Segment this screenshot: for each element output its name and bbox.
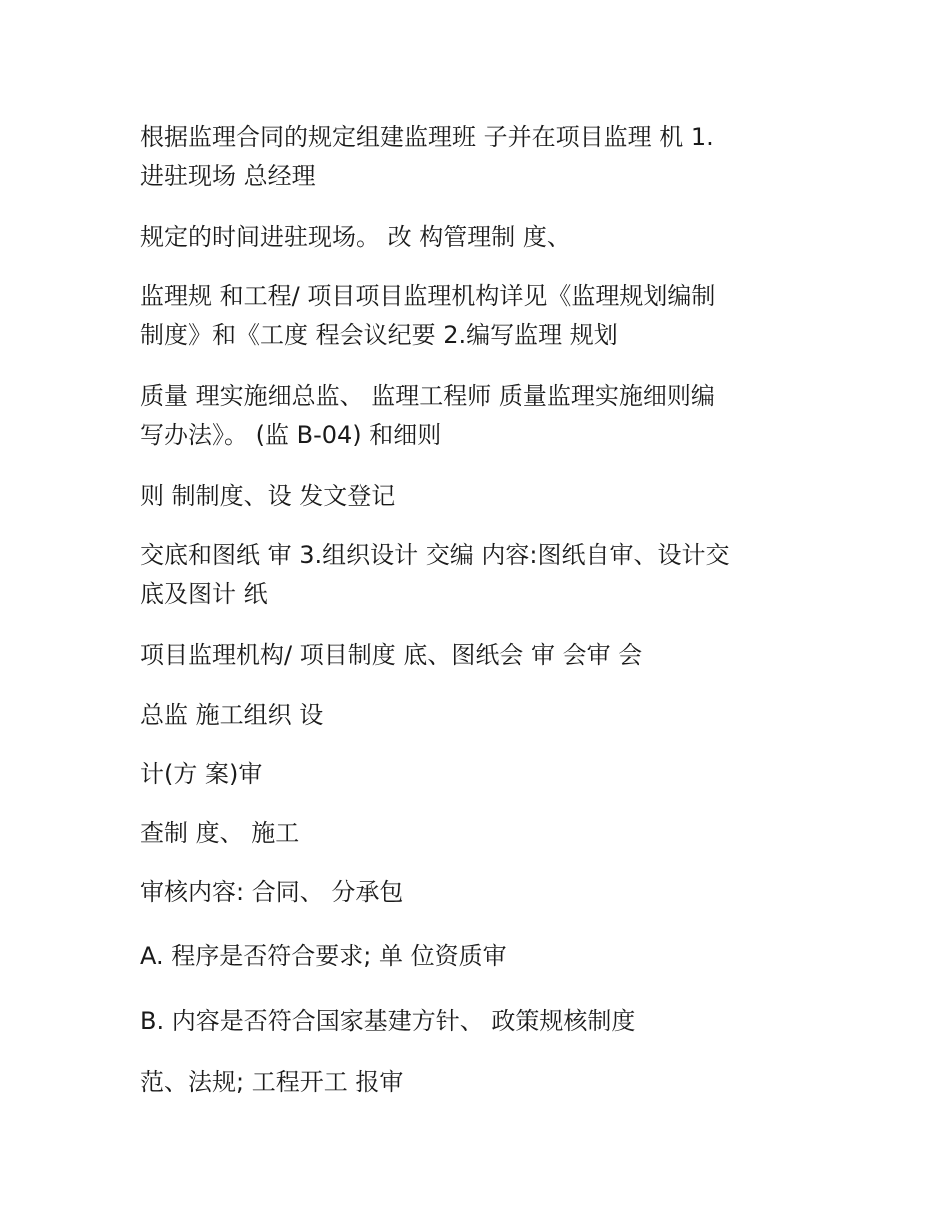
paragraph-6 <box>140 536 820 614</box>
paragraph-3 <box>140 277 820 355</box>
paragraph-3-line-2: 制度》和《工度 程会议纪要 2.编写监理 规划 <box>140 321 618 349</box>
paragraph-6-line-1: 交底和图纸 审 3.组织设计 交编 内容:图纸自审、设计交 <box>140 541 730 569</box>
paragraph-10 <box>140 814 820 853</box>
paragraph-13-line-1: B. 内容是否符合国家基建方针、 政策规核制度 <box>140 1007 636 1035</box>
paragraph-11 <box>140 873 820 912</box>
paragraph-5-line-1: 则 制制度、设 发文登记 <box>140 482 396 510</box>
paragraph-9 <box>140 755 820 794</box>
paragraph-2-line-1: 规定的时间进驻现场。 改 构管理制 度、 <box>140 223 571 251</box>
paragraph-4 <box>140 377 820 455</box>
paragraph-2 <box>140 218 820 257</box>
paragraph-1-line-2: 进驻现场 总经理 <box>140 162 316 190</box>
paragraph-8 <box>140 696 820 735</box>
paragraph-12 <box>140 937 820 976</box>
paragraph-11-line-1: 审核内容: 合同、 分承包 <box>140 878 404 906</box>
paragraph-12-line-1: A. 程序是否符合要求; 单 位资质审 <box>140 942 507 970</box>
paragraph-6-line-2: 底及图计 纸 <box>140 580 268 608</box>
paragraph-14-line-1: 范、法规; 工程开工 报审 <box>140 1068 404 1096</box>
paragraph-10-line-1: 查制 度、 施工 <box>140 819 300 847</box>
paragraph-8-line-1: 总监 施工组织 设 <box>140 701 324 729</box>
paragraph-5 <box>140 477 820 516</box>
paragraph-9-line-1: 计(方 案)审 <box>140 760 263 788</box>
paragraph-13 <box>140 1002 820 1041</box>
paragraph-3-line-1: 监理规 和工程/ 项目项目监理机构详见《监理规划编制 <box>140 282 716 310</box>
paragraph-7-line-1: 项目监理机构/ 项目制度 底、图纸会 审 会审 会 <box>140 641 643 669</box>
paragraph-1 <box>140 118 820 196</box>
paragraph-7 <box>140 636 820 675</box>
paragraph-4-line-1: 质量 理实施细总监、 监理工程师 质量监理实施细则编 <box>140 382 715 410</box>
paragraph-1-line-1: 根据监理合同的规定组建监理班 子并在项目监理 机 1. <box>140 123 714 151</box>
paragraph-4-line-2: 写办法》。 (监 B-04) 和细则 <box>140 421 442 449</box>
paragraph-14 <box>140 1063 820 1102</box>
